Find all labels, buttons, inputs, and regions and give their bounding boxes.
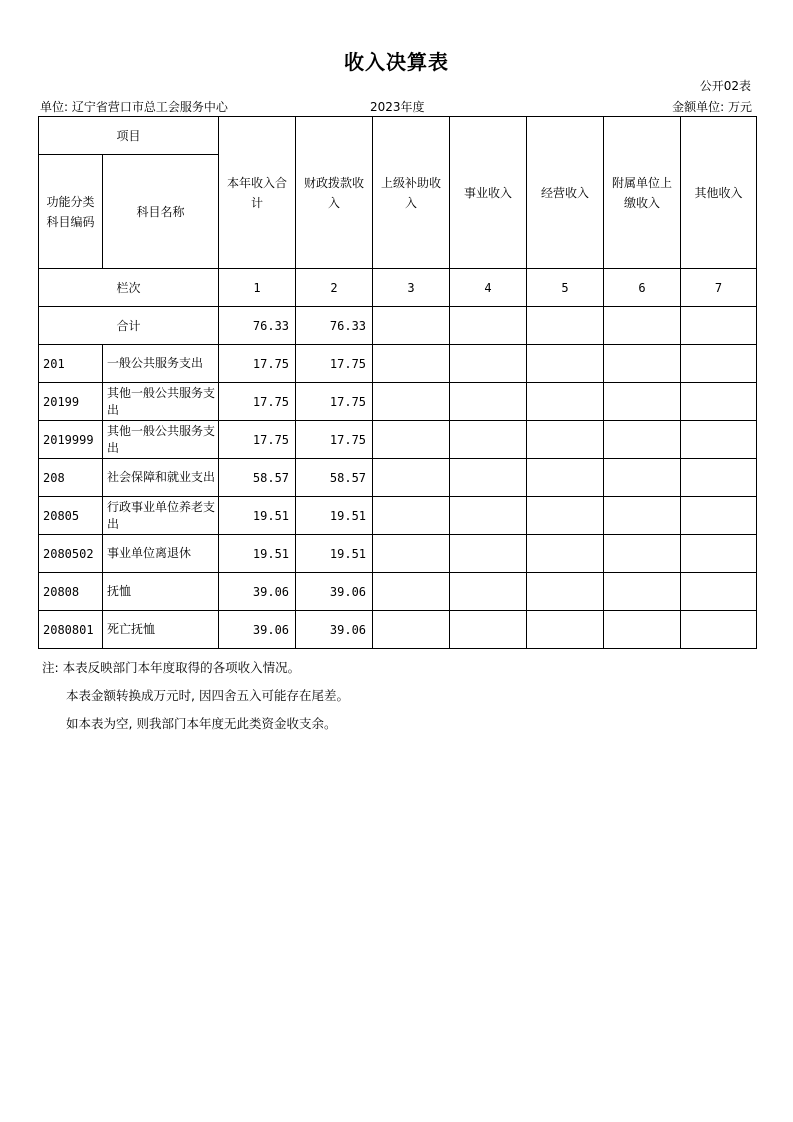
cell-value: 17.75 (219, 421, 296, 459)
subject-name: 其他一般公共服务支出 (103, 421, 219, 459)
header-subject-name: 科目名称 (103, 155, 219, 269)
cell-value (681, 535, 757, 573)
column-index-label: 栏次 (39, 269, 219, 307)
total-label: 合计 (39, 307, 219, 345)
cell-value (527, 459, 604, 497)
total-value (604, 307, 681, 345)
cell-value (681, 497, 757, 535)
column-number: 5 (527, 269, 604, 307)
cell-value (450, 421, 527, 459)
cell-value (450, 383, 527, 421)
func-code: 2019999 (39, 421, 103, 459)
subject-name: 社会保障和就业支出 (103, 459, 219, 497)
func-code: 208 (39, 459, 103, 497)
cell-value: 19.51 (296, 535, 373, 573)
func-code: 2080801 (39, 611, 103, 649)
amount-unit-label: 金额单位: 万元 (672, 100, 752, 114)
table-row (39, 611, 757, 649)
cell-value (604, 345, 681, 383)
cell-value: 58.57 (296, 459, 373, 497)
subject-name: 行政事业单位养老支出 (103, 497, 219, 535)
cell-value (373, 535, 450, 573)
cell-value (373, 459, 450, 497)
cell-value (604, 497, 681, 535)
cell-value (681, 611, 757, 649)
header-row-1 (39, 117, 757, 155)
table-row (39, 345, 757, 383)
header-col-affiliate: 附属单位上缴收入 (604, 117, 681, 269)
cell-value: 58.57 (219, 459, 296, 497)
column-number: 7 (681, 269, 757, 307)
cell-value (450, 611, 527, 649)
cell-value: 19.51 (219, 497, 296, 535)
cell-value (604, 383, 681, 421)
cell-value (681, 383, 757, 421)
cell-value (527, 535, 604, 573)
header-project: 项目 (39, 117, 219, 155)
cell-value (527, 611, 604, 649)
cell-value (681, 573, 757, 611)
table-row (39, 573, 757, 611)
cell-value: 19.51 (296, 497, 373, 535)
cell-value (450, 573, 527, 611)
column-number: 2 (296, 269, 373, 307)
subject-name: 抚恤 (103, 573, 219, 611)
column-number: 1 (219, 269, 296, 307)
total-value (373, 307, 450, 345)
column-index-row (39, 269, 757, 307)
note-line: 本表金额转换成万元时, 因四舍五入可能存在尾差。 (66, 688, 349, 703)
cell-value (373, 345, 450, 383)
total-value (681, 307, 757, 345)
cell-value (604, 459, 681, 497)
header-col-fiscal: 财政拨款收入 (296, 117, 373, 269)
cell-value (527, 421, 604, 459)
cell-value: 39.06 (219, 573, 296, 611)
cell-value (527, 497, 604, 535)
header-col-other: 其他收入 (681, 117, 757, 269)
cell-value (681, 345, 757, 383)
cell-value (450, 497, 527, 535)
column-number: 4 (450, 269, 527, 307)
cell-value: 17.75 (219, 383, 296, 421)
income-table (38, 116, 757, 649)
form-number: 公开02表 (699, 79, 751, 93)
cell-value (527, 383, 604, 421)
subject-name: 其他一般公共服务支出 (103, 383, 219, 421)
func-code: 20805 (39, 497, 103, 535)
cell-value (604, 611, 681, 649)
cell-value (604, 421, 681, 459)
total-value (450, 307, 527, 345)
total-value: 76.33 (219, 307, 296, 345)
table-notes (42, 654, 349, 738)
cell-value: 39.06 (296, 573, 373, 611)
subject-name: 事业单位离退休 (103, 535, 219, 573)
page-title: 收入决算表 (344, 50, 449, 74)
func-code: 201 (39, 345, 103, 383)
cell-value: 19.51 (219, 535, 296, 573)
table-row (39, 497, 757, 535)
table-row (39, 459, 757, 497)
cell-value (527, 573, 604, 611)
unit-label: 单位: 辽宁省营口市总工会服务中心 (40, 100, 228, 114)
total-value: 76.33 (296, 307, 373, 345)
cell-value: 17.75 (219, 345, 296, 383)
cell-value (373, 611, 450, 649)
cell-value (681, 459, 757, 497)
cell-value (373, 383, 450, 421)
cell-value (373, 573, 450, 611)
header-col-business: 事业收入 (450, 117, 527, 269)
cell-value (450, 535, 527, 573)
header-func-code: 功能分类科目编码 (39, 155, 103, 269)
table-row (39, 383, 757, 421)
table-row (39, 421, 757, 459)
func-code: 2080502 (39, 535, 103, 573)
cell-value (604, 573, 681, 611)
cell-value: 17.75 (296, 421, 373, 459)
cell-value (450, 345, 527, 383)
func-code: 20199 (39, 383, 103, 421)
cell-value: 39.06 (219, 611, 296, 649)
column-number: 3 (373, 269, 450, 307)
total-row (39, 307, 757, 345)
cell-value (450, 459, 527, 497)
cell-value (604, 535, 681, 573)
table-row (39, 535, 757, 573)
cell-value (373, 497, 450, 535)
cell-value (527, 345, 604, 383)
cell-value (681, 421, 757, 459)
cell-value: 17.75 (296, 345, 373, 383)
cell-value (373, 421, 450, 459)
header-col-operating: 经营收入 (527, 117, 604, 269)
cell-value: 17.75 (296, 383, 373, 421)
note-line: 如本表为空, 则我部门本年度无此类资金收支余。 (66, 716, 337, 731)
total-value (527, 307, 604, 345)
note-line: 注: 本表反映部门本年度取得的各项收入情况。 (42, 660, 301, 675)
year-label: 2023年度 (370, 100, 425, 114)
cell-value: 39.06 (296, 611, 373, 649)
subject-name: 一般公共服务支出 (103, 345, 219, 383)
report-meta-row (40, 98, 752, 114)
column-number: 6 (604, 269, 681, 307)
subject-name: 死亡抚恤 (103, 611, 219, 649)
header-col-total: 本年收入合计 (219, 117, 296, 269)
header-col-superior-subsidy: 上级补助收入 (373, 117, 450, 269)
func-code: 20808 (39, 573, 103, 611)
